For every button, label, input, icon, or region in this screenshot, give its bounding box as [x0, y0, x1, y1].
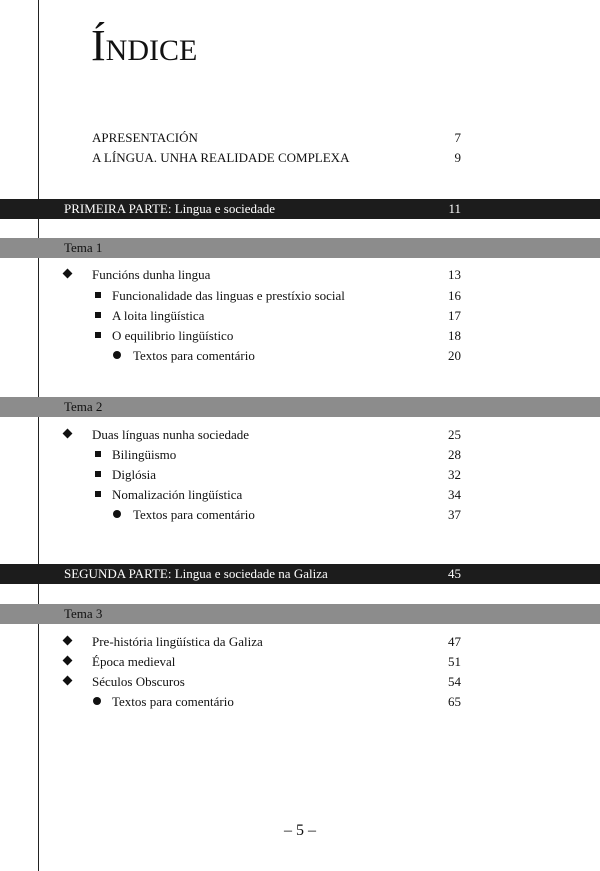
theme-heading — [0, 604, 600, 624]
square-bullet-icon — [95, 292, 101, 298]
diamond-bullet-icon — [63, 676, 73, 686]
toc-entry-label: O equilibrio lingüístico — [112, 328, 234, 343]
page-number: – 5 – — [284, 822, 316, 839]
theme-heading-label: Tema 1 — [64, 240, 103, 255]
diamond-bullet-icon — [63, 429, 73, 439]
toc-entry-page: 32 — [448, 467, 461, 482]
square-bullet-icon — [95, 471, 101, 477]
diamond-bullet-icon — [63, 269, 73, 279]
diamond-bullet-icon — [63, 636, 73, 646]
theme-heading — [0, 397, 600, 417]
toc-intro-page: 9 — [454, 150, 461, 165]
toc-entry-label: Diglósia — [112, 467, 157, 482]
toc-intro-page: 7 — [454, 130, 461, 145]
diamond-bullet-icon — [63, 656, 73, 666]
part-heading — [0, 564, 600, 584]
toc-entry-label: A loita lingüística — [112, 308, 205, 323]
toc-entry-label: Época medieval — [92, 654, 176, 669]
square-bullet-icon — [95, 332, 101, 338]
square-bullet-icon — [95, 491, 101, 497]
dot-bullet-icon — [93, 697, 101, 705]
part-heading-page: 11 — [448, 201, 461, 216]
toc-entry-page: 28 — [448, 447, 461, 462]
theme-heading-label: Tema 3 — [64, 606, 103, 621]
left-margin-line — [38, 0, 39, 871]
toc-intro-label: A LÍNGUA. UNHA REALIDADE COMPLEXA — [92, 150, 350, 165]
toc-entry-label: Pre-história lingüística da Galiza — [92, 634, 263, 649]
toc-entry-page: 25 — [448, 427, 461, 442]
toc-entry-label: Nomalización lingüística — [112, 487, 243, 502]
theme-heading — [0, 238, 600, 258]
toc-entry-label: Funcións dunha lingua — [92, 267, 211, 282]
toc-intro-label: APRESENTACIÓN — [92, 130, 198, 145]
toc-entry-label: Séculos Obscuros — [92, 674, 185, 689]
toc-entry-page: 34 — [448, 487, 461, 502]
toc-entry-page: 16 — [448, 288, 461, 303]
toc-entry-label: Bilingüismo — [112, 447, 177, 462]
toc-entry-page: 47 — [448, 634, 461, 649]
part-heading-label: SEGUNDA PARTE: Lingua e sociedade na Galiza — [64, 566, 328, 581]
toc-entry-page: 37 — [448, 507, 461, 522]
dot-bullet-icon — [113, 510, 121, 518]
toc-entry-page: 17 — [448, 308, 461, 323]
part-heading — [0, 199, 600, 219]
toc-entry-page: 65 — [448, 694, 461, 709]
toc-entry-page: 20 — [448, 348, 461, 363]
part-heading-page: 45 — [448, 566, 461, 581]
square-bullet-icon — [95, 312, 101, 318]
toc-entry-label: Duas línguas nunha sociedade — [92, 427, 250, 442]
square-bullet-icon — [95, 451, 101, 457]
page-title: ÍNDICE — [91, 21, 198, 70]
toc-entry-label: Textos para comentário — [133, 348, 255, 363]
toc-entry-page: 18 — [448, 328, 461, 343]
toc-entry-label: Textos para comentário — [133, 507, 255, 522]
dot-bullet-icon — [113, 351, 121, 359]
toc-entry-label: Textos para comentário — [112, 694, 234, 709]
toc-entry-page: 13 — [448, 267, 461, 282]
theme-heading-label: Tema 2 — [64, 399, 103, 414]
toc-entry-page: 54 — [448, 674, 461, 689]
toc-entry-label: Funcionalidade das linguas e prestíxio social — [112, 288, 345, 303]
toc-entry-page: 51 — [448, 654, 461, 669]
part-heading-label: PRIMEIRA PARTE: Lingua e sociedade — [64, 201, 276, 216]
